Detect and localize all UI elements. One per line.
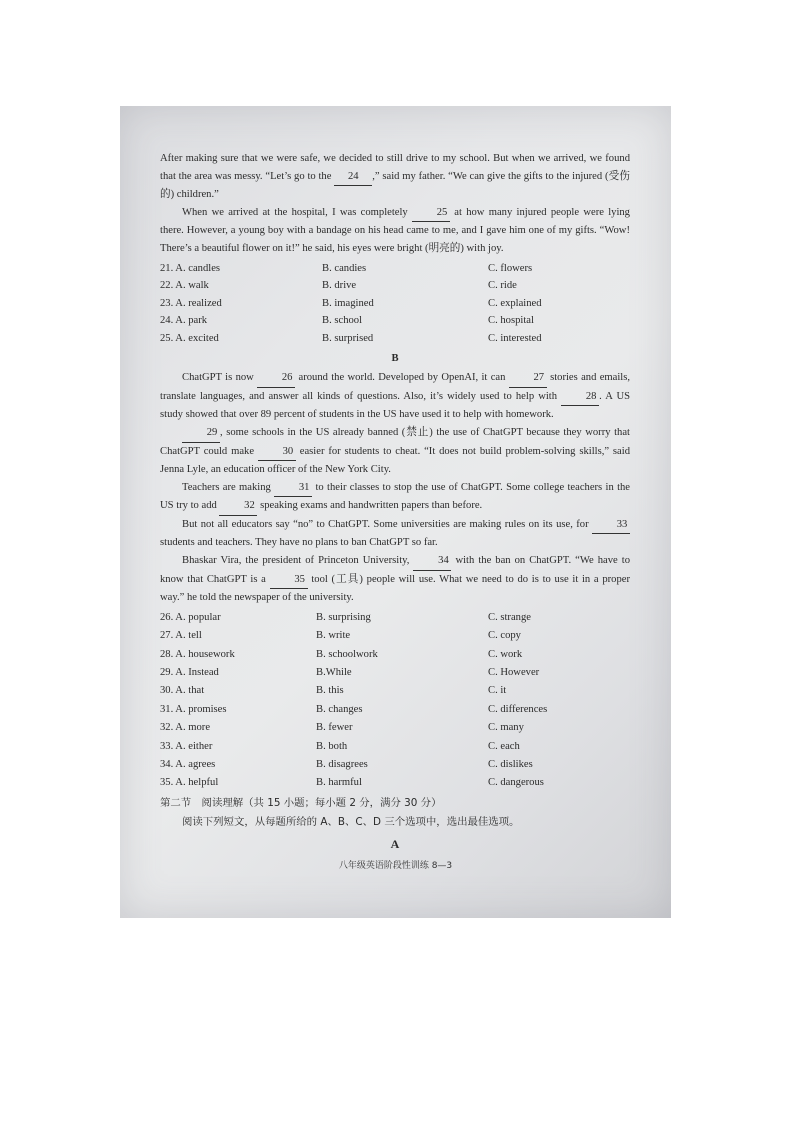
blank-27: 27: [509, 369, 547, 388]
option-row: 23. A. realized B. imagined C. explained: [160, 297, 542, 309]
blank-30: 30: [258, 443, 296, 462]
page-footer: 八年级英语阶段性训练 8—3: [338, 861, 453, 871]
option-row: 21. A. candles B. candies C. flowers: [160, 262, 533, 274]
blank-31: 31: [274, 479, 312, 498]
option-row: 25. A. excited B. surprised C. interested: [160, 332, 542, 344]
blank-35: 35: [270, 571, 308, 590]
option-row: 27. A. tell B. write C. copy: [160, 630, 521, 642]
section-2-instruction: 阅读下列短文，从每题所给的 A、B、C、D 三个选项中，选出最佳选项。: [182, 816, 520, 829]
option-row: 28. A. housework B. schoolwork C. work: [160, 648, 523, 660]
photo-of-exam-page: [120, 106, 671, 918]
blank-33: 33: [592, 516, 630, 535]
passage-b-paragraph-1: ChatGPT is now 26 around the world. Developed by OpenAI, it can 27 stories and emails, translate languages, and answer all kinds of questions. Also, it’s widely used to help with 28 . A US study showed that over 89 percent of students in the US have used it to help with homework.: [160, 369, 630, 424]
blank-29: 29: [182, 424, 220, 443]
exam-page: [160, 150, 630, 854]
section-2-heading: 第二节 阅读理解（共 15 小题；每小题 2 分，满分 30 分）: [160, 796, 442, 809]
option-row: 26. A. popular B. surprising C. strange: [160, 611, 531, 623]
option-row: 31. A. promises B. changes C. differences: [160, 703, 548, 715]
passage-b-paragraph-4: But not all educators say “no” to ChatGPT. Some universities are making rules on its use, for 33 students and teachers. They have no plans to ban ChatGPT so far.: [160, 516, 630, 552]
blank-24: 24: [334, 168, 372, 187]
blank-32: 32: [219, 497, 257, 516]
blank-28: 28: [561, 388, 599, 407]
passage-b-paragraph-5: Bhaskar Vira, the president of Princeton University, 34 with the ban on ChatGPT. “We have to know that ChatGPT is a 35 tool (工具) people will use. What we need to do is to use it in a proper way.” he told the newspaper of the university.: [160, 552, 630, 607]
section-b-heading: B: [391, 352, 399, 364]
blank-34: 34: [413, 552, 451, 571]
option-row: 24. A. park B. school C. hospital: [160, 315, 534, 327]
passage-b-paragraph-2: 29 , some schools in the US already banned (禁止) the use of ChatGPT because they worry that ChatGPT could make 30 easier for students to cheat. “It does not build problem-solving skills,” said Jenna Lyle, an education officer of the New York City.: [160, 424, 630, 479]
option-row: 35. A. helpful B. harmful C. dangerous: [160, 777, 544, 789]
passage-a-paragraph-2: When we arrived at the hospital, I was completely 25 at how many injured people were lying there. However, a young boy with a bandage on his head came to me, and I gave him one of my gifts. “Wow! There’s a beautiful flower on it!” he said, his eyes were bright (明亮的) with joy.: [160, 204, 630, 258]
options-a: [160, 260, 630, 348]
blank-25: 25: [412, 204, 450, 223]
option-row: 22. A. walk B. drive C. ride: [160, 280, 517, 292]
option-row: 29. A. Instead B.While C. However: [160, 667, 540, 679]
option-row: 34. A. agrees B. disagrees C. dislikes: [160, 758, 533, 770]
passage-b-paragraph-3: Teachers are making 31 to their classes to stop the use of ChatGPT. Some college teachers in the US try to add 32 speaking exams and handwritten papers than before.: [160, 479, 630, 516]
blank-26: 26: [257, 369, 295, 388]
options-b: [160, 609, 630, 793]
option-row: 30. A. that B. this C. it: [160, 685, 507, 697]
reading-passage-a-heading: A: [390, 836, 400, 851]
passage-a-paragraph-1: After making sure that we were safe, we decided to still drive to my school. But when we arrived, we found that the area was messy. “Let’s go to the 24 ,” said my father. “We can give the gifts to the injured (受伤的) children.”: [160, 153, 630, 201]
option-row: 33. A. either B. both C. each: [160, 740, 520, 752]
option-row: 32. A. more B. fewer C. many: [160, 722, 524, 734]
